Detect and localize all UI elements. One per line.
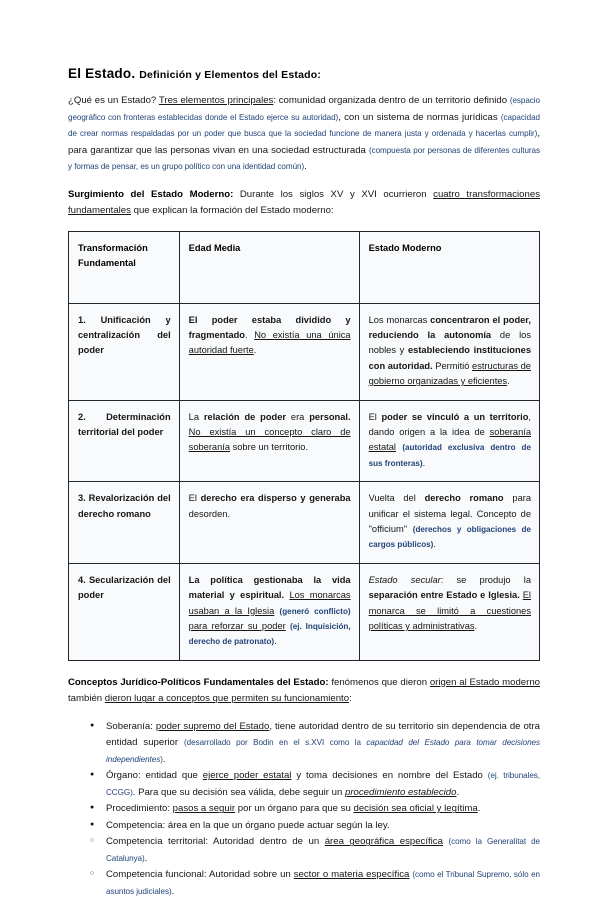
list-item-competencia-territorial	[106, 834, 540, 867]
intro-underlined-lead: Tres elementos principales	[158, 95, 274, 106]
bullet-text: y toma decisiones en nombre del Estado	[291, 770, 488, 782]
bullet-note-italic: capacidad del Estado para tomar decisiones independientes	[106, 738, 540, 764]
cell-text: Los monarcas	[368, 314, 431, 325]
cell-text: desorden.	[188, 508, 231, 519]
bullet-underline: pasos a seguir	[172, 803, 236, 815]
bullet-underline: poder supremo del Estado	[155, 720, 270, 732]
modern-state-underline-1: cuatro transformaciones fundamentales	[68, 188, 540, 216]
cell-text: .	[422, 457, 426, 468]
cell-text: .	[474, 621, 478, 631]
cell-note: (derechos y obligaciones de cargos públicos)	[368, 524, 531, 550]
subbullet-underline: sector o materia específica	[293, 869, 410, 881]
bullet-underline: decisión sea oficial y legítima	[353, 803, 478, 815]
modern-state-heading: Surgimiento del Estado Moderno:	[68, 188, 234, 200]
transformations-table	[68, 231, 540, 661]
bullet-text: .	[477, 803, 481, 815]
column-header-edad-media: Edad Media	[179, 231, 359, 303]
subbullet-text: .	[171, 885, 175, 897]
bullet-text: .	[456, 786, 460, 798]
list-item-competencia	[106, 818, 540, 835]
concepts-heading: Conceptos Jurídico-Políticos Fundamentales del Estado:	[68, 676, 329, 688]
cell-text: era	[286, 411, 310, 422]
column-header-estado-moderno: Estado Moderno	[359, 231, 539, 303]
bullet-note: )	[160, 754, 163, 764]
intro-text-3: , para garantizar que las personas vivan en una sociedad estructurada	[68, 128, 540, 156]
row-label-secularizacion: 4. Secularización del poder	[69, 563, 180, 660]
bullet-text: Soberanía:	[106, 720, 156, 732]
table-row	[69, 563, 540, 660]
row-label-territorial: 2. Determinación territorial del poder	[69, 400, 180, 482]
row-modern-derecho-romano	[359, 482, 539, 564]
cell-text: para unificar el sistema legal. Concepto de "officium"	[368, 493, 532, 534]
cell-bold: La política gestionaba la vida material y espiritual.	[188, 574, 351, 601]
bullet-text: , tiene autoridad dentro de su territorio sin dependencia de otra entidad superior	[106, 720, 540, 749]
bullet-text: . Para que su decisión sea válida, debe seguir un	[132, 786, 346, 798]
cell-bold: concentraron el poder, reduciendo la autonomía	[368, 314, 531, 340]
cell-bold: derecho romano	[424, 493, 504, 504]
intro-text-2: , con un sistema de normas jurídicas	[338, 111, 501, 123]
table-header-row	[69, 231, 540, 303]
cell-text: Vuelta del	[368, 493, 425, 504]
bullet-underline: ejerce poder estatal	[202, 770, 292, 782]
cell-underline: soberanía estatal	[368, 426, 531, 453]
subbullet-note: (como la Generalitat de Catalunya)	[106, 837, 541, 863]
cell-italic: Estado secular	[368, 574, 441, 585]
list-item-procedimiento	[106, 801, 540, 818]
subbullet-text: .	[144, 852, 148, 864]
concepts-underline-2: dieron lugar a conceptos que permiten su funcionamiento	[104, 693, 350, 705]
page-title-subtitle: Definición y Elementos del Estado:	[139, 69, 322, 81]
intro-paragraph	[68, 93, 540, 176]
subbullet-underline: área geográfica específica	[324, 836, 443, 848]
bullet-note: (desarrollado por Bodin en el s.XVI como la	[184, 738, 367, 748]
cell-text: , dando origen a la idea de	[368, 411, 531, 437]
modern-state-text-2: que explican la formación del Estado moderno:	[130, 205, 334, 216]
concepts-text-2: también	[68, 693, 105, 705]
table-row	[69, 400, 540, 482]
intro-question: ¿Qué es un Estado?	[68, 95, 157, 106]
intro-text-1: : comunidad organizada dentro de un territorio definido	[273, 95, 510, 106]
row-medieval-secularizacion	[179, 563, 359, 660]
cell-bold: estableciendo instituciones con autoridad.	[368, 345, 531, 371]
modern-state-paragraph	[68, 187, 540, 220]
cell-text: El	[188, 493, 201, 504]
cell-text: .	[253, 345, 257, 356]
column-header-transformacion: Transformación Fundamental	[69, 231, 180, 303]
competencia-sub-list	[68, 834, 540, 900]
cell-note: (autoridad exclusiva dentro de sus fronteras)	[368, 443, 531, 468]
cell-underline: El monarca se limitó a cuestiones políticas y administrativas	[368, 590, 531, 631]
cell-underline: No existía un concepto claro de soberanía	[188, 426, 351, 453]
cell-text: sobre un territorio.	[230, 442, 309, 453]
subbullet-text: Competencia funcional: Autoridad sobre un	[106, 869, 294, 881]
row-modern-secularizacion	[359, 563, 539, 660]
cell-text: : se produjo la	[440, 574, 531, 585]
page-title-main: El Estado.	[68, 66, 136, 81]
subbullet-note: (como el Tribunal Supremo, sólo en asuntos judiciales)	[106, 870, 540, 896]
cell-text: .	[274, 636, 277, 647]
row-label-unificacion: 1. Unificación y centralización del poder	[69, 303, 180, 400]
row-label-derecho-romano: 3. Revalorización del derecho romano	[69, 482, 180, 564]
cell-bold: separación entre Estado e Iglesia.	[368, 590, 520, 601]
row-modern-unificacion	[359, 303, 539, 400]
cell-bold: poder se vinculó a un territorio	[381, 411, 529, 422]
concepts-underline-1: origen al Estado moderno	[429, 676, 540, 688]
cell-text: La	[188, 411, 204, 422]
table-row	[69, 482, 540, 564]
bullet-text: Procedimiento:	[106, 803, 173, 815]
bullet-text: Competencia: área en la que un órgano puede actuar según la ley.	[106, 819, 390, 831]
cell-note: (ej. Inquisición, derecho de patronato)	[188, 622, 351, 647]
concepts-text-1: fenómenos que dieron	[328, 676, 430, 688]
list-item-organo	[106, 768, 540, 801]
cell-bold: relación de poder	[203, 411, 287, 422]
cell-underline: Los monarcas usaban a la Iglesia	[188, 590, 351, 616]
bullet-text: Órgano: entidad que	[106, 770, 203, 782]
row-modern-territorial	[359, 400, 539, 482]
cell-bold: personal.	[309, 411, 351, 422]
table-row	[69, 303, 540, 400]
concepts-bullet-list	[68, 719, 540, 835]
cell-underline: para reforzar su poder	[188, 621, 286, 631]
concepts-lead-paragraph	[68, 675, 540, 708]
bullet-italic: procedimiento establecido	[345, 786, 457, 798]
cell-text: de los nobles y	[368, 329, 531, 356]
cell-text: El	[368, 411, 382, 422]
intro-note-3: (compuesta por personas de diferentes culturas y formas de pensar, es un grupo político con una identidad común)	[68, 145, 540, 171]
intro-note-2: (capacidad de crear normas respaldadas por un poder que busca que la sociedad funcione de manera justa y ordenada y hacerlas cumplir)	[68, 112, 540, 138]
bullet-note: (ej. tribunales, CCGG)	[106, 771, 540, 797]
cell-note: (generó conflicto)	[279, 606, 351, 616]
cell-text: Permitió	[432, 360, 473, 371]
row-medieval-unificacion	[179, 303, 359, 400]
bullet-text: por un órgano para que su	[235, 803, 354, 815]
intro-note-1: (espacio geográfico con fronteras establecidas donde el Estado ejerce su autoridad)	[68, 96, 541, 122]
bullet-text: .	[162, 753, 166, 765]
cell-text: .	[244, 329, 255, 340]
row-medieval-derecho-romano	[179, 482, 359, 564]
cell-underline: No existía una única autoridad fuerte	[188, 329, 351, 356]
row-medieval-territorial	[179, 400, 359, 482]
subbullet-text: Competencia territorial: Autoridad dentro de un	[106, 836, 325, 848]
cell-bold: El poder estaba dividido y fragmentado	[188, 314, 351, 340]
list-item-competencia-funcional	[106, 867, 540, 900]
page-title	[68, 66, 540, 81]
intro-text-4: .	[304, 161, 307, 172]
cell-underline: estructuras de gobierno organizadas y eficientes	[368, 360, 531, 387]
cell-text: .	[433, 539, 436, 550]
modern-state-text-1: Durante los siglos XV y XVI ocurrieron	[233, 188, 434, 200]
concepts-text-3: :	[349, 693, 352, 705]
cell-bold: derecho era disperso y generaba	[200, 493, 351, 504]
list-item-soberania	[106, 719, 540, 769]
cell-text: .	[507, 376, 510, 387]
